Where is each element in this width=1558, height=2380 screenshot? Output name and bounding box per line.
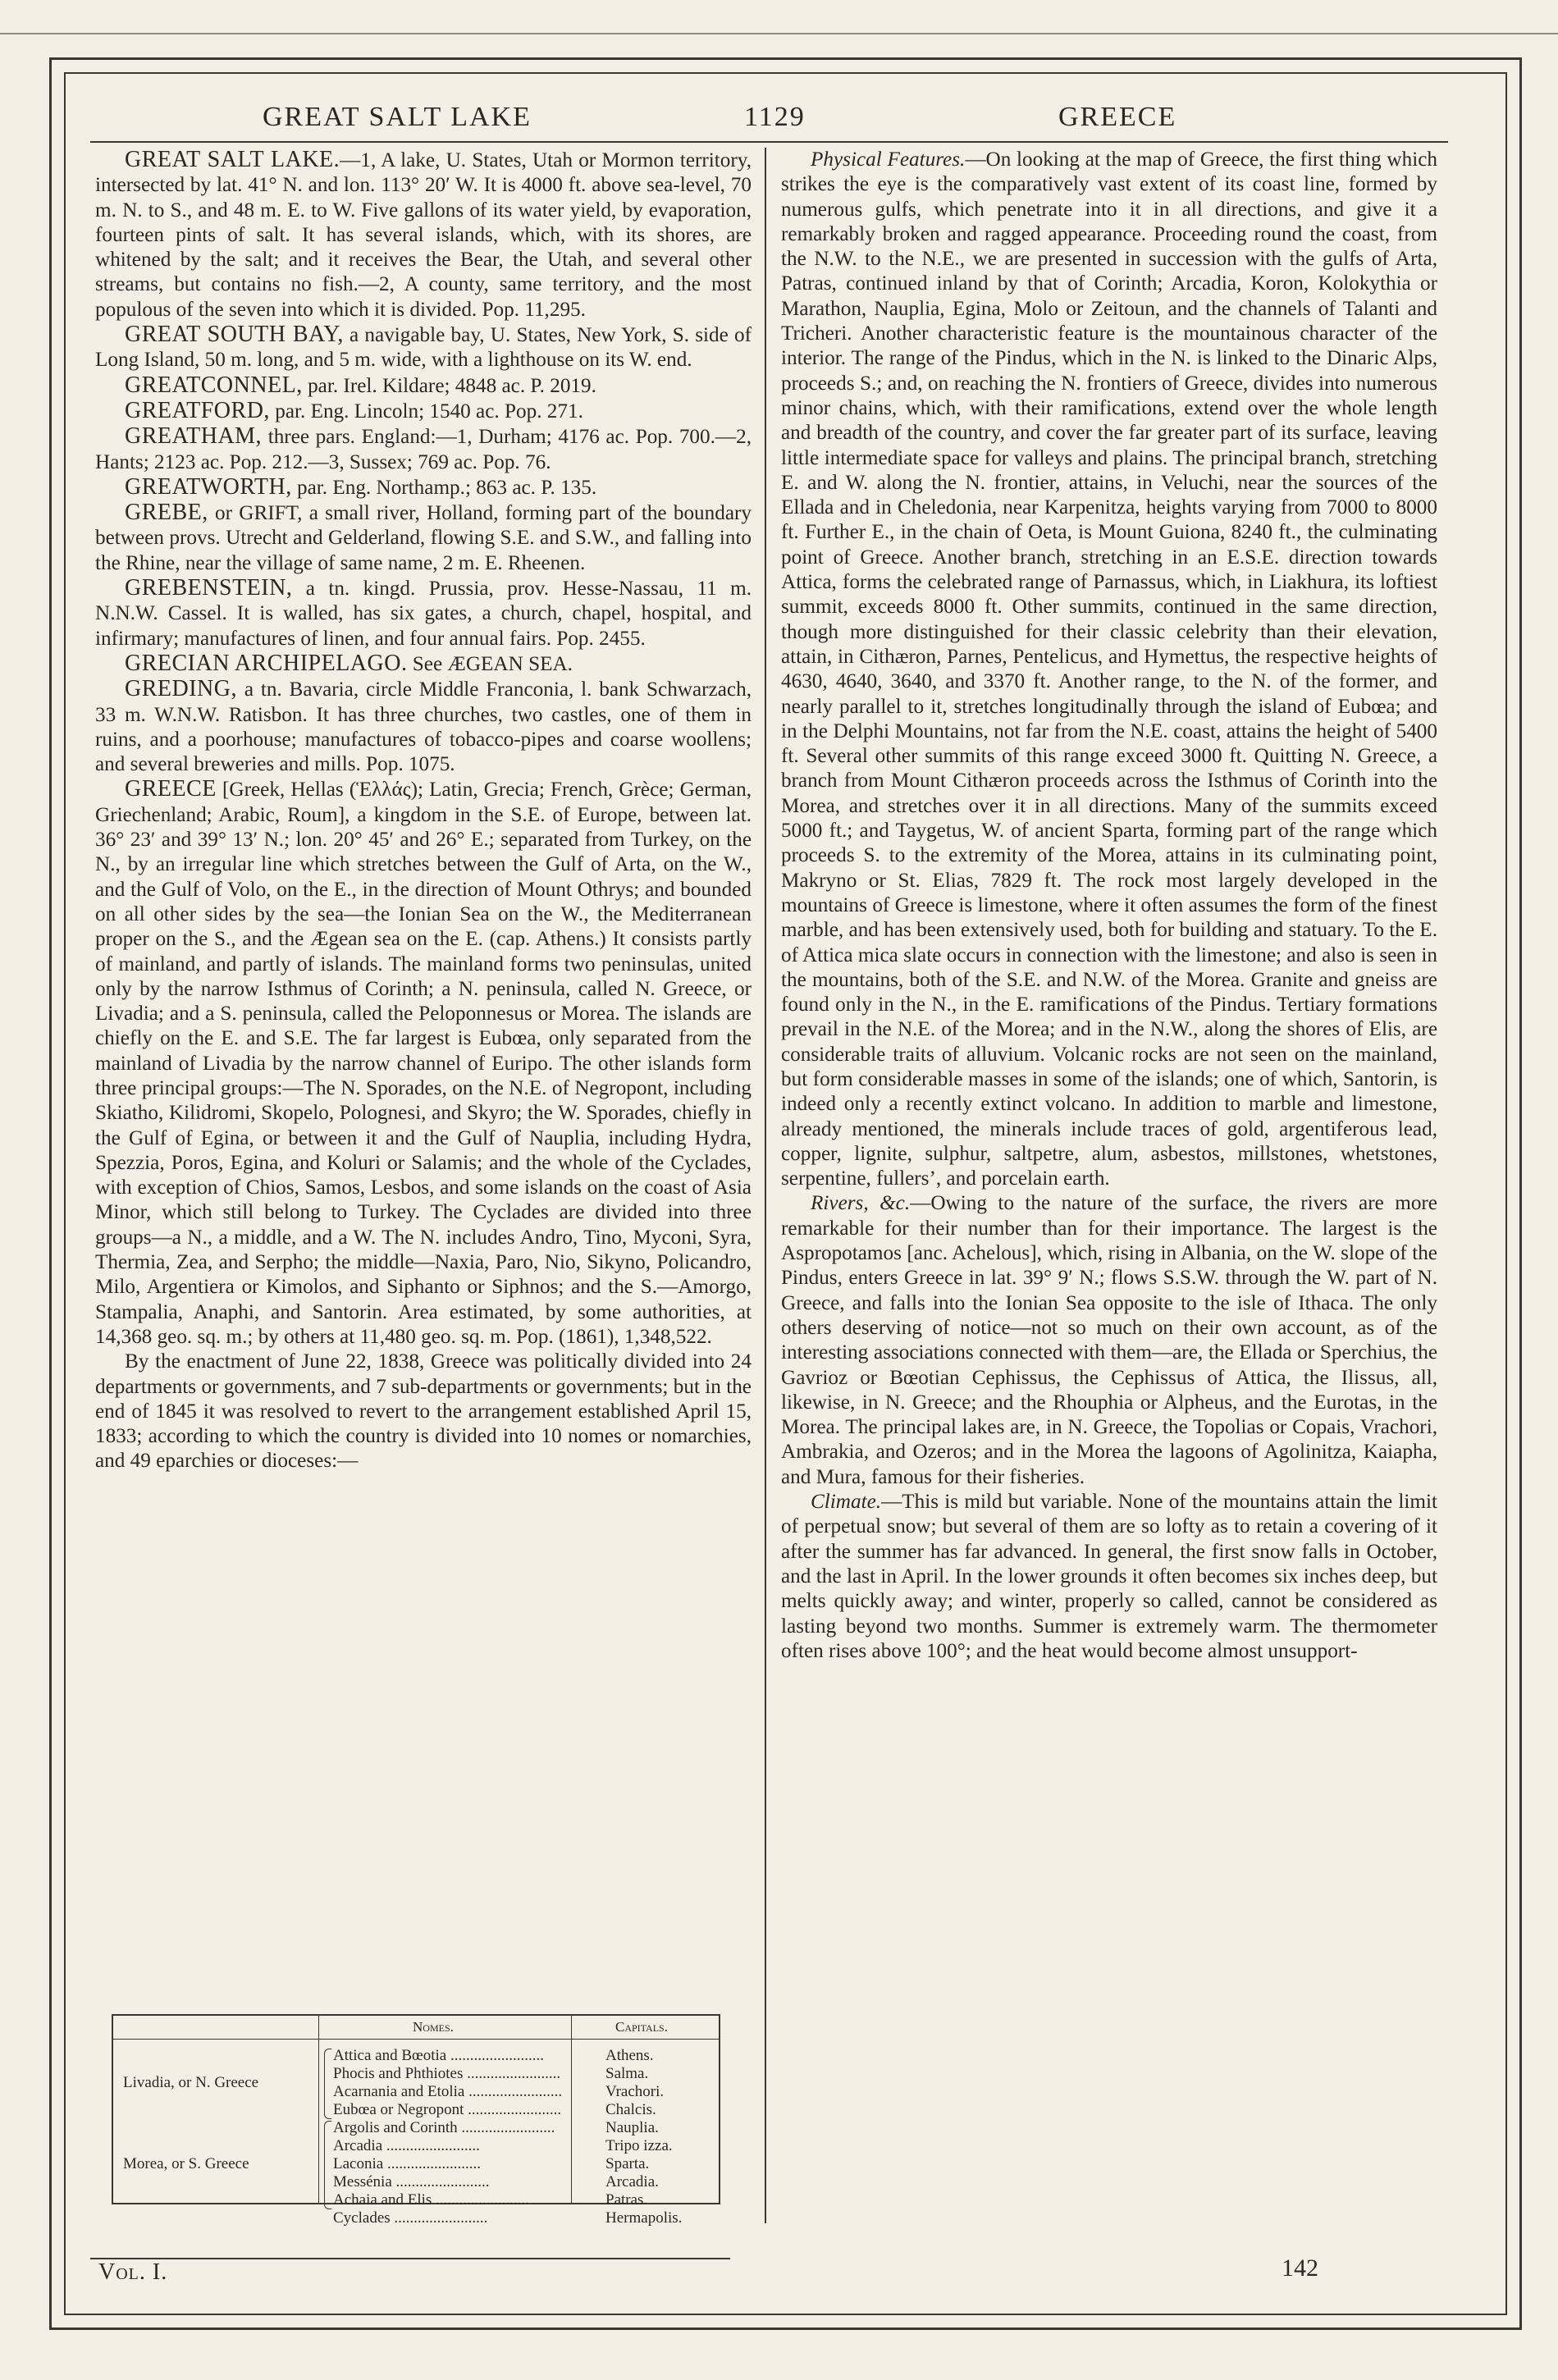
entry-headword: GREATFORD, xyxy=(125,397,270,423)
table-leader-dots xyxy=(391,2209,488,2227)
table-nome xyxy=(333,2173,563,2191)
entry-paragraph xyxy=(95,148,752,322)
section-title: Physical Features. xyxy=(811,148,966,171)
table-nome-label: Arcadia xyxy=(333,2137,383,2154)
section-title: Climate. xyxy=(811,1491,882,1514)
entry-paragraph xyxy=(95,500,752,576)
table-nome-label: Messénia xyxy=(333,2173,392,2190)
table-header-rule xyxy=(113,2039,719,2040)
table-capital: Chalcis. xyxy=(605,2101,656,2118)
table-nome xyxy=(333,2155,563,2173)
section-paragraph xyxy=(781,1490,1437,1664)
table-leader-dots xyxy=(464,2083,562,2100)
table-nome-label: Phocis and Phthiotes xyxy=(333,2065,464,2082)
entry-text: See ÆGEAN SEA. xyxy=(407,652,573,675)
table-nome-label: Attica and Bœotia xyxy=(333,2047,447,2064)
table-capital: Sparta. xyxy=(605,2155,650,2172)
column-divider xyxy=(765,148,766,2223)
entry-paragraph xyxy=(95,322,752,373)
entry-text: three pars. England:—1, Durham; 4176 ac. Pop. 700.—2, Hants; 2123 ac. Pop. 212.—3, Sussex; 769 ac. Pop. 76. xyxy=(95,426,752,473)
header-right-title: GREECE xyxy=(1058,102,1177,132)
entry-headword: GREAT SALT LAKE. xyxy=(125,147,340,172)
table-capital: Athens. xyxy=(605,2047,654,2064)
table-leader-dots xyxy=(432,2191,529,2209)
entry-text: or GRIFT, a small river, Holland, forming part of the boundary between provs. Utrecht and Gelderland, flowing S.E. and S.W., and falling into the Rhine, near the village of same name, 2 m. E. Rheenen. xyxy=(95,502,752,574)
table-leader-dots xyxy=(458,2119,555,2136)
footer-signature: 142 xyxy=(1282,2254,1318,2282)
table-leader-dots xyxy=(383,2155,481,2172)
table-header-capitals: Capitals. xyxy=(615,2019,668,2035)
entry-text: par. Irel. Kildare; 4848 ac. P. 2019. xyxy=(302,374,596,397)
entry-headword: GREATCONNEL, xyxy=(125,372,303,398)
entry-text: a navigable bay, U. States, New York, S. side of Long Island, 50 m. long, and 5 m. wide, with a lighthouse on its W. end. xyxy=(95,324,752,372)
entry-headword: GREATWORTH, xyxy=(125,473,292,500)
table-capital: Patras. xyxy=(605,2191,648,2209)
section-paragraph xyxy=(781,1191,1437,1490)
footer-rule xyxy=(90,2258,730,2259)
table-leader-dots xyxy=(464,2101,561,2118)
table-leader-dots xyxy=(392,2173,490,2190)
entry-text: [Greek, Hellas (Ἑλλάς); Latin, Grecia; French, Grèce; German, Griechenland; Arabic, Roum], a kingdom in the S.E. of Europe, between lat. 36° 23′ and 39° 13′ N.; lon. 20° 45′ and 26° E.; separated from Turkey, on the N., by an irregular line which stretches between the Gulf of Arta, on the W., and the Gulf of Volo, on the E., in the direction of Mount Othrys; and bounded on all other sides by the sea—the Ionian Sea on the W., the Mediterranean proper on the S., and the Ægean sea on the E. (cap. Athens.) It consists partly of mainland, and partly of islands. The mainland forms two peninsulas, united only by the narrow Isthmus of Corinth; a N. peninsula, called N. Greece, or Livadia; and a S. peninsula, called the Peloponnesus or Morea. The islands are chiefly on the E. and S.E. The far largest is Eubœa, only separated from the mainland of Livadia by the narrow channel of Euripo. The other islands form three principal groups:—The N. Sporades, on the N.E. of Negropont, including Skiatho, Kilidromi, Skopelo, Polognesi, and Skyro; the W. Sporades, chiefly in the Gulf of Egina, or between it and the Gulf of Nauplia, including Hydra, Spezzia, Poros, Egina, and Koluri or Salamis; and the whole of the Cyclades, with exception of Chios, Samos, Lesbos, and some islands on the coast of Asia Minor, which still belong to Turkey. The Cyclades are divided into three groups—a N., a middle, and a W. The N. includes Andro, Tino, Myconi, Syra, Thermia, Zea, and Serpho; the middle—Naxia, Paro, Nio, Sikyno, Policandro, Milo, Argentiera or Kimolos, and Siphanto or Siphnos; and the S.—Amorgo, Stampalia, Anaphi, and Santorin. Area estimated, by some authorities, at 14,368 geo. sq. m.; by others at 11,480 geo. sq. m. Pop. (1861), 1,348,522. xyxy=(95,779,752,1348)
table-nome-label: Cyclades xyxy=(333,2209,391,2227)
table-nome xyxy=(333,2083,563,2101)
entry-paragraph xyxy=(95,475,752,500)
table-divider xyxy=(571,2016,572,2203)
table-nome-label: Laconia xyxy=(333,2155,384,2172)
entry-text: —1, A lake, U. States, Utah or Mormon territory, intersected by lat. 41° N. and lon. 113° 20′ W. It is 4000 ft. above sea-level, 70 m. N. to S., and 48 m. E. to W. Five gallons of its water yield, by evaporation, fourteen pints of salt. It has several islands, which, with its shores, are whitened by the salt; and it receives the Bear, the Utah, and several other streams, but contains no fish.—2, A county, same territory, and the most populous of the seven into which it is divided. Pop. 11,295. xyxy=(95,149,752,321)
table-leader-dots xyxy=(382,2137,480,2154)
entry-paragraph xyxy=(95,576,752,651)
entry-paragraph xyxy=(95,777,752,1350)
entry-text: par. Eng. Lincoln; 1540 ac. Pop. 271. xyxy=(269,400,583,423)
table-region: Morea, or S. Greece xyxy=(123,2155,249,2172)
table-capital: Salma. xyxy=(605,2065,649,2082)
entry-text: a tn. kingd. Prussia, prov. Hesse-Nassau, 11 m. N.N.W. Cassel. It is walled, has six gates, a church, chapel, hospital, and infirmary; manufactures of linen, and four annual fairs. Pop. 2455. xyxy=(95,578,752,650)
entry-headword: GREBE, xyxy=(125,500,208,526)
table-leader-dots xyxy=(446,2047,544,2064)
entry-headword: GREECE xyxy=(125,776,217,802)
table-region: Livadia, or N. Greece xyxy=(123,2074,259,2091)
entry-text: By the enactment of June 22, 1838, Greece was politically divided into 24 departments or governments, and 7 sub-departments or governments; but in the end of 1845 it was resolved to revert to the arrangement established April 15, 1833; according to which the country is divided into 10 nomes or nomarchies, and 49 eparchies or dioceses:— xyxy=(95,1350,752,1473)
entry-text: a tn. Bavaria, circle Middle Franconia, l. bank Schwarzach, 33 m. W.N.W. Ratisbon. It has three churches, two castles, one of them in ruins, and a poorhouse; manufactures of tobacco-pipes and coarse woollens; and several breweries and mills. Pop. 1075. xyxy=(95,678,752,776)
running-header xyxy=(98,97,1473,139)
table-capital: Arcadia. xyxy=(605,2173,659,2190)
header-left-title: GREAT SALT LAKE xyxy=(263,102,532,132)
table-nome xyxy=(333,2119,563,2137)
table-capital: Nauplia. xyxy=(605,2119,659,2136)
footer-volume: Vol. I. xyxy=(98,2259,168,2285)
entry-headword: GREBENSTEIN, xyxy=(125,575,293,601)
table-divider xyxy=(318,2016,319,2203)
section-paragraph xyxy=(781,148,1437,1191)
nomes-table xyxy=(112,2014,720,2227)
table-nome-label: Eubœa or Negropont xyxy=(333,2101,464,2118)
table-capital: Vrachori. xyxy=(605,2083,665,2100)
entry-paragraph xyxy=(95,651,752,677)
entry-headword: GREATHAM, xyxy=(125,423,263,450)
entry-headword: GREAT SOUTH BAY, xyxy=(125,322,344,348)
entry-paragraph xyxy=(95,424,752,475)
entry-paragraph xyxy=(95,373,752,399)
table-header-nomes: Nomes. xyxy=(413,2019,454,2035)
right-column xyxy=(781,148,1437,1664)
entry-paragraph xyxy=(95,1350,752,1473)
entry-headword: GRECIAN ARCHIPELAGO. xyxy=(125,650,408,676)
section-text: —On looking at the map of Greece, the first thing which strikes the eye is the comparatively vast extent of its coast line, formed by numerous gulfs, which penetrate into it in all directions, and give it a remarkably broken and ragged appearance. Proceeding round the coast, from the N.W. to the N.E., we are presented in succession with the gulfs of Arta, Patras, continued inland by that of Corinth; Arcadia, Koron, Kolokythia or Marathon, Nauplia, Egina, Molo or Zeitoun, and the channels of Talanti and Tricheri. Another characteristic feature is the mountainous character of the interior. The range of the Pindus, which in the N. is linked to the Dinaric Alps, proceeds S.; and, on reaching the N. frontiers of Greece, divides into numerous minor chains, which, with their ramifications, extend over the whole length and breadth of the country, and cover the far greater part of its surface, leaving little intermediate space for valleys and plains. The principal branch, stretching E. and W. along the N. frontier, attains, in Veluchi, near the sources of the Ellada and in Cheledonia, near Karpenitza, heights varying from 7000 to 8000 ft. Further E., in the chain of Oeta, is Mount Guiona, 8240 ft., the culminating point of Greece. Another branch, stretching in an E.S.E. direction towards Attica, forms the celebrated range of Parnassus, which, in Liakhura, its loftiest summit, exceeds 8000 ft. Other summits, continued in the same direction, though more distinguished for their classic celebrity than their elevation, attain, in Cithæron, Parnes, Pentelicus, and Hymettus, the respective heights of 4630, 4640, 3640, and 3370 ft. Another range, to the N. of the former, and nearly parallel to it, stretches longitudinally through the island of Eubœa; and in the Delphi Mountains, not far from the N.E. coast, attains the height of 5400 ft. Several other summits of this range exceed 3000 ft. Quitting N. Greece, a branch from Mount Cithæron proceeds across the Isthmus of Corinth into the Morea, and stretches over it in all directions. Many of the summits exceed 5000 ft.; and Taygetus, W. of ancient Sparta, forming part of the range which proceeds S. to the extremity of the Morea, attains in its culminating point, Makryno or St. Elias, 7829 ft. The rock most largely developed in the mountains of Greece is limestone, where it often assumes the form of the finest marble, and has been extensively used, both for building and statuary. To the E. of Attica mica slate occurs in connection with the limestone; and also is seen in the mountains, both of the S.E. and N.W. of the Morea. Granite and gneiss are found only in the N., in the E. ramifications of the Pindus. Tertiary formations prevail in the N.E. of the Morea; and in the N.W., along the shores of Elis, are considerable traits of alluvium. Volcanic rocks are not seen on the mainland, but form considerable masses in some of the islands; one of which, Santorin, is indeed only a recently extinct volcano. In addition to marble and limestone, already mentioned, the minerals include traces of gold, argentiferous lead, copper, lignite, sulphur, saltpetre, alum, asbestos, millstones, whetstones, serpentine, fullers’, and porcelain earth. xyxy=(781,148,1437,1190)
table-nome-label: Achaia and Elis xyxy=(333,2191,432,2209)
table-nome xyxy=(333,2137,563,2155)
section-text: —This is mild but variable. None of the mountains attain the limit of perpetual snow; but several of them are so lofty as to retain a covering of it after the summer has far advanced. In general, the first snow falls in October, and the last in April. In the lower grounds it often becomes six inches deep, but melts quickly away; and winter, properly so called, cannot be considered as lasting beyond two months. Summer is extremely warm. The thermometer often rises above 100°; and the heat would become almost unsupport- xyxy=(781,1491,1437,1662)
table-nome-label: Argolis and Corinth xyxy=(333,2119,458,2136)
table-capital: Hermapolis. xyxy=(605,2209,683,2227)
table-nome-label: Acarnania and Etolia xyxy=(333,2083,465,2100)
table-nome xyxy=(333,2047,563,2065)
entry-paragraph xyxy=(95,399,752,424)
left-column xyxy=(95,148,752,1474)
page-top-rule xyxy=(0,33,1558,34)
header-page-number: 1129 xyxy=(744,102,806,132)
table-nome xyxy=(333,2209,563,2227)
section-text: —Owing to the nature of the surface, the rivers are more remarkable for their number than for their importance. The largest is the Aspropotamos [anc. Achelous], which, rising in Albania, on the W. slope of the Pindus, enters Greece in lat. 39° 9′ N.; flows S.S.W. through the W. part of N. Greece, and falls into the Ionian Sea opposite to the isle of Ithaca. The only others deserving of notice—not so much on their own account, as of the interesting associations connected with them—are, the Ellada or Sperchius, the Gavrioz or Bœotian Cephissus, the Cephissus of Attica, the Ilissus, all, likewise, in N. Greece; and the Rhouphia or Alpheus, and the Eurotas, in the Morea. The principal lakes are, in N. Greece, the Topolias or Copais, Vrachori, Ambrakia, and Ozeros; and in the Morea the lagoons of Agolinitza, Kaiapha, and Mura, famous for their fisheries. xyxy=(781,1192,1437,1488)
table-brace xyxy=(324,2049,331,2119)
section-title: Rivers, &c. xyxy=(811,1192,911,1215)
table-nome xyxy=(333,2101,563,2119)
table-nome xyxy=(333,2191,563,2209)
entry-text: par. Eng. Northamp.; 863 ac. P. 135. xyxy=(291,476,597,499)
entry-paragraph xyxy=(95,677,752,777)
table-brace xyxy=(324,2121,331,2209)
table-nome xyxy=(333,2065,563,2083)
table-capital: Tripo izza. xyxy=(605,2137,673,2154)
header-rule xyxy=(90,141,1448,143)
table-leader-dots xyxy=(463,2065,560,2082)
entry-headword: GREDING, xyxy=(125,676,237,702)
